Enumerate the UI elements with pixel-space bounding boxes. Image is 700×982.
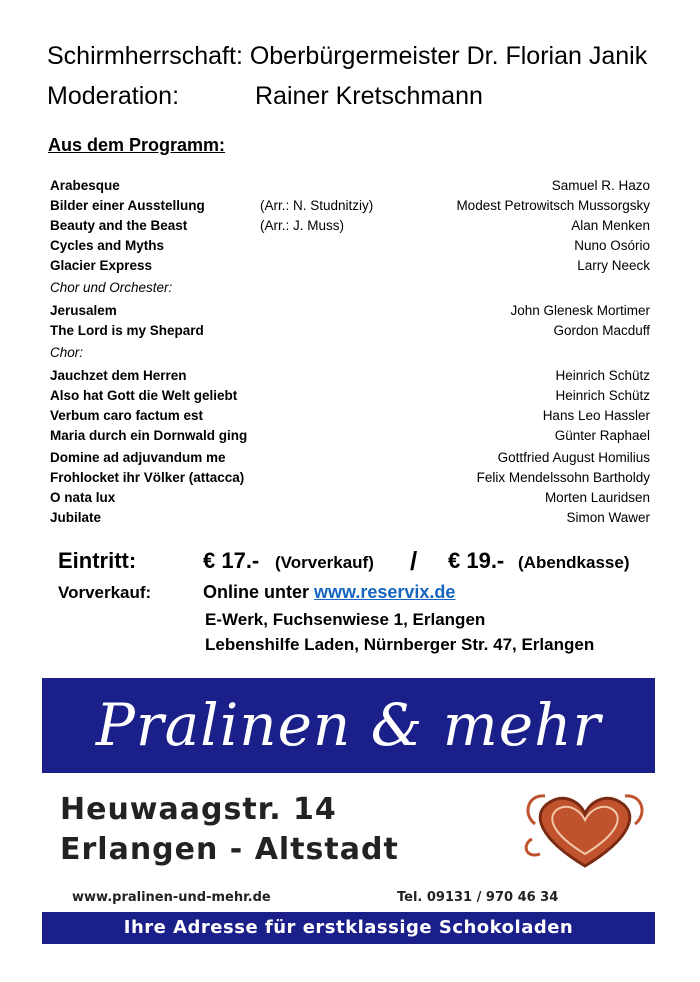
price-separator: / xyxy=(410,546,418,576)
presale-location-lebenshilfe: Lebenshilfe Laden, Nürnberger Str. 47, Erlangen xyxy=(205,635,595,654)
program-row xyxy=(50,510,650,530)
program-row xyxy=(50,490,650,510)
online-prefix: Online unter xyxy=(203,582,310,602)
patron-line: Schirmherrschaft: Oberbürgermeister Dr. Florian Janik xyxy=(47,42,648,70)
ad-phone: Tel. 09131 / 970 46 34 xyxy=(397,890,559,905)
price-presale: € 17.- xyxy=(203,548,260,573)
program-row xyxy=(50,408,650,428)
door-note: (Abendkasse) xyxy=(518,553,630,572)
section-heading-choir: Chor: xyxy=(50,345,84,360)
piece-title: Jerusalem xyxy=(50,303,117,318)
heart-icon xyxy=(520,784,650,874)
program-row xyxy=(50,450,650,470)
composer: Morten Lauridsen xyxy=(544,490,650,505)
ad-brand: Pralinen & mehr xyxy=(95,691,602,759)
piece-title: The Lord is my Shepard xyxy=(50,323,204,338)
composer: Samuel R. Hazo xyxy=(551,178,650,193)
program-row xyxy=(50,323,650,343)
price-door: € 19.- xyxy=(448,548,505,573)
composer: Günter Raphael xyxy=(554,428,650,443)
piece-title: Beauty and the Beast xyxy=(50,218,188,233)
piece-title: Jauchzet dem Herren xyxy=(50,368,187,383)
composer: Heinrich Schütz xyxy=(555,388,650,403)
composer: Alan Menken xyxy=(571,218,650,233)
program-row xyxy=(50,258,650,278)
ad-banner xyxy=(42,678,655,773)
arranger: (Arr.: N. Studnitziy) xyxy=(260,198,374,213)
piece-title: Cycles and Myths xyxy=(50,238,165,253)
ad-slogan: Ihre Adresse für erstklassige Schokoladen xyxy=(123,917,574,938)
program-row xyxy=(50,368,650,388)
piece-title: Verbum caro factum est xyxy=(50,408,204,423)
composer: Heinrich Schütz xyxy=(555,368,650,383)
composer: John Glenesk Mortimer xyxy=(510,303,650,318)
ad-slogan-bar xyxy=(42,912,655,944)
composer: Hans Leo Hassler xyxy=(542,408,650,423)
composer: Simon Wawer xyxy=(566,510,650,525)
reservix-link[interactable]: www.reservix.de xyxy=(314,582,456,602)
moderation-name: Rainer Kretschmann xyxy=(255,82,483,110)
composer: Larry Neeck xyxy=(577,258,650,273)
composer: Nuno Osório xyxy=(574,238,650,253)
program-row xyxy=(50,428,650,448)
piece-title: Arabesque xyxy=(50,178,120,193)
ad-street: Heuwaagstr. 14 xyxy=(60,792,337,827)
piece-title: Glacier Express xyxy=(50,258,153,273)
presale-location-ewerk: E-Werk, Fuchsenwiese 1, Erlangen xyxy=(205,610,486,629)
advertisement xyxy=(40,676,657,946)
piece-title: Domine ad adjuvandum me xyxy=(50,450,226,465)
piece-title: Jubilate xyxy=(50,510,102,525)
program-row xyxy=(50,388,650,408)
composer: Gottfried August Homilius xyxy=(497,450,650,465)
piece-title: O nata lux xyxy=(50,490,116,505)
composer: Modest Petrowitsch Mussorgsky xyxy=(456,198,650,213)
piece-title: Maria durch ein Dornwald ging xyxy=(50,428,248,443)
piece-title: Bilder einer Ausstellung xyxy=(50,198,205,213)
presale-note: (Vorverkauf) xyxy=(275,553,374,572)
program-row xyxy=(50,470,650,490)
ad-website: www.pralinen-und-mehr.de xyxy=(72,890,271,905)
admission-label: Eintritt: xyxy=(58,548,137,573)
composer: Gordon Macduff xyxy=(553,323,650,338)
piece-title: Also hat Gott die Welt geliebt xyxy=(50,388,238,403)
arranger: (Arr.: J. Muss) xyxy=(260,218,344,233)
program-row xyxy=(50,178,650,198)
ad-city: Erlangen - Altstadt xyxy=(60,832,399,867)
presale-label: Vorverkauf: xyxy=(58,583,152,602)
program-row xyxy=(50,303,650,323)
piece-title: Frohlocket ihr Völker (attacca) xyxy=(50,470,245,485)
program-row xyxy=(50,198,650,218)
program-title: Aus dem Programm: xyxy=(48,135,226,155)
online-line xyxy=(203,582,455,603)
program-row xyxy=(50,238,650,258)
program-row xyxy=(50,218,650,238)
composer: Felix Mendelssohn Bartholdy xyxy=(476,470,650,485)
moderation-label: Moderation: xyxy=(47,82,180,110)
section-heading-choir-orchestra: Chor und Orchester: xyxy=(50,280,173,295)
